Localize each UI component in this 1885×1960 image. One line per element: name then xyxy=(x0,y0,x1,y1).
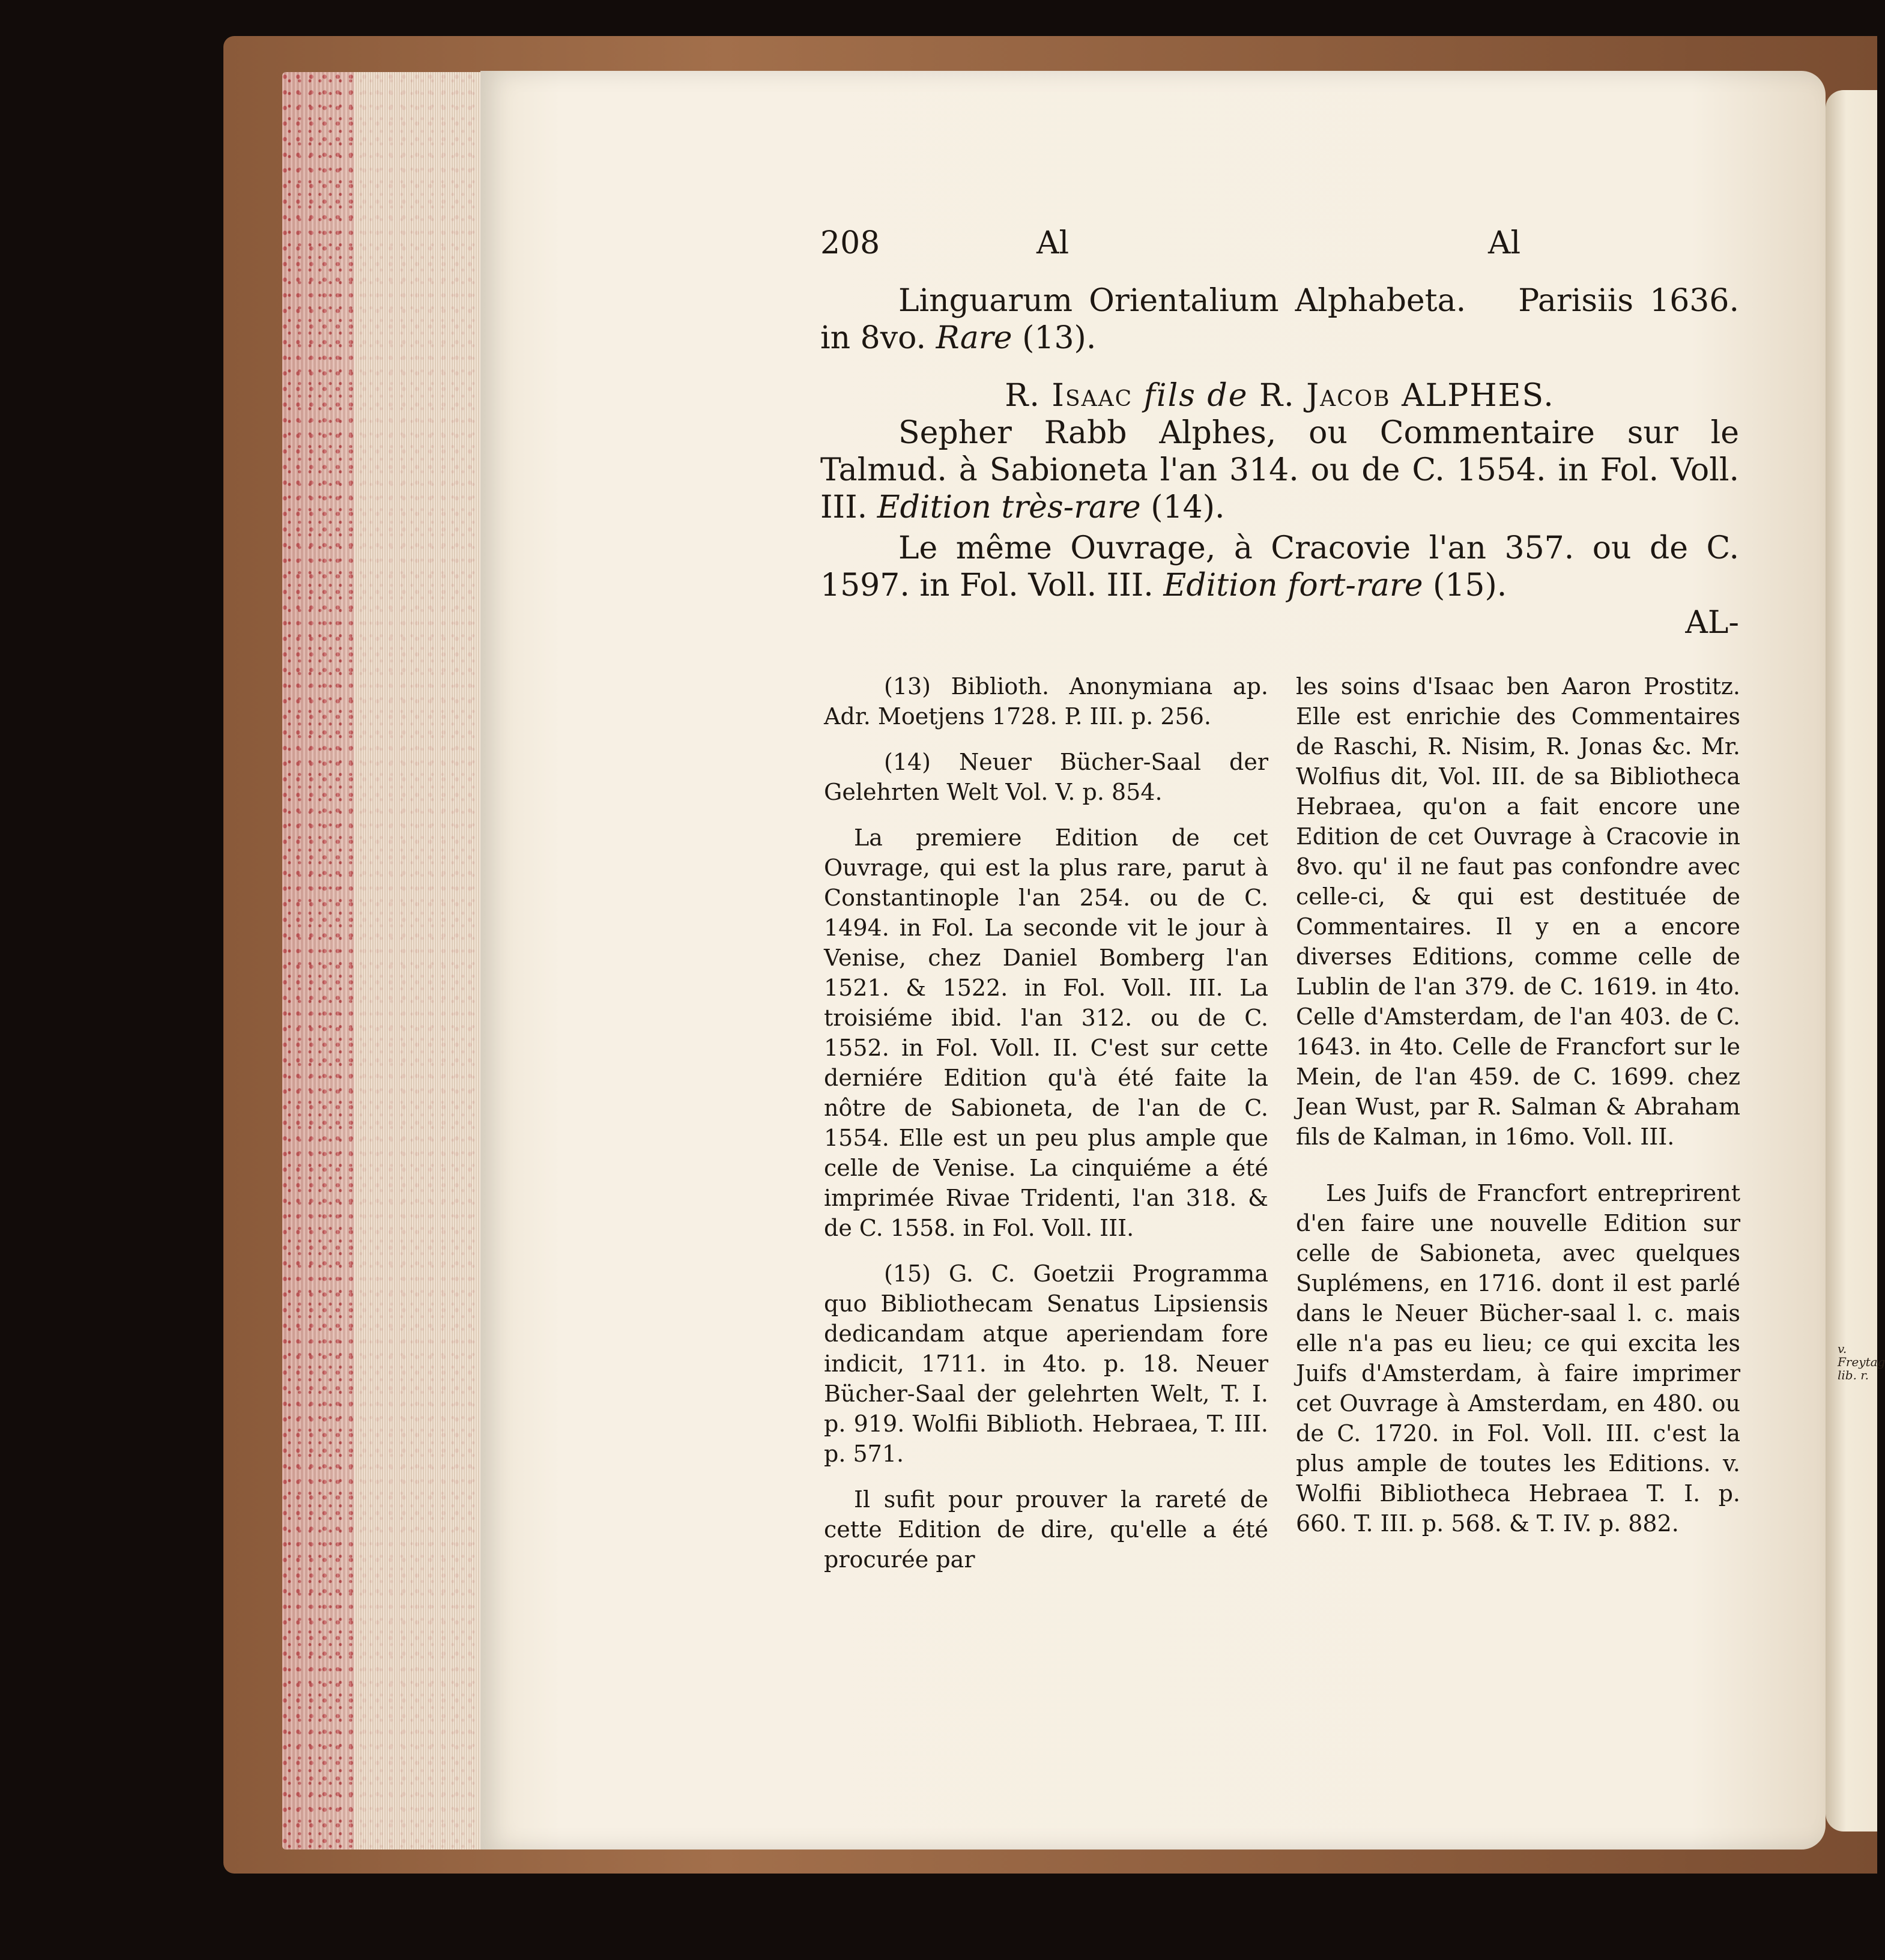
running-head-right: Al xyxy=(1488,225,1521,261)
footnote-13: (13) Biblioth. Anonymiana ap. Adr. Moetjens 1728. P. III. p. 256. xyxy=(824,673,1268,730)
running-head-left: Al xyxy=(1036,225,1070,261)
footnote-15-francfort: Les Juifs de Francfort entreprirent d'en faire une nouvelle Edition sur celle de Sabioneta, avec quelques Suplémens, en 1716. dont il est parlé dans le Neuer Bücher-saal l. c. mais elle n'a pas eu lieu; ce qui excita les Juifs d'Amsterdam, à faire imprimer cet Ouvrage à Amsterdam, en 480. ou de C. 1720. in Fol. Voll. III. c'est la plus ample de toutes les Editions. v. Wolfii Bibliotheca Hebraea T. I. p. 660. T. III. p. 568. & T. IV. p. 882. xyxy=(1296,1180,1740,1537)
footnotes-left-column xyxy=(824,671,1268,1590)
page-number: 208 xyxy=(820,225,880,261)
footnote-15-body: Il sufit pour prouver la rareté de cette Edition de dire, qu'elle a été procurée par xyxy=(824,1486,1268,1573)
footnotes-right-column xyxy=(1296,671,1740,1554)
entry-alphabeta: Linguarum Orientalium Alphabeta. Parisiis 1636. in 8vo. Rare (13). xyxy=(820,283,1740,356)
entry-cracovie: Le même Ouvrage, à Cracovie l'an 357. ou de C. 1597. in Fol. Voll. III. Edition fort-rare (15). xyxy=(820,530,1739,603)
running-header xyxy=(820,225,1739,261)
footnote-15: (15) G. C. Goetzii Programma quo Bibliothecam Senatus Lipsiensis dedicandam atque aperiendam fore indicit, 1711. in 4to. p. 18. Neuer Bücher-Saal der gelehrten Welt, T. I. p. 919. Wolfii Biblioth. Hebraea, T. III. p. 571. xyxy=(824,1260,1268,1467)
facing-page-edge xyxy=(1826,90,1885,1831)
page-stack xyxy=(354,72,486,1850)
footnote-14-body: La premiere Edition de cet Ouvrage, qui est la plus rare, parut à Constantinople l'an 254. ou de C. 1494. in Fol. La seconde vit le jour à Venise, chez Daniel Bomberg l'an 1521. & 1522. in Fol. Voll. III. La troisiéme ibid. l'an 312. ou de C. 1552. in Fol. Voll. II. C'est sur cette derniére Edition qu'à été faite la nôtre de Sabioneta, de l'an de C. 1554. Elle est un peu plus ample que celle de Venise. La cinquiéme a été imprimée Rivae Tridenti, l'an 318. & de C. 1558. in Fol. Voll. III. xyxy=(824,824,1268,1241)
main-entries xyxy=(820,282,1739,641)
catchword: AL- xyxy=(1685,605,1739,641)
author-heading: R. Isaac fils de R. Jacob ALPHES. xyxy=(1005,378,1555,414)
margin-note: v. Freytag lib. r. xyxy=(1838,1341,1885,1382)
entry-sepher-rabb-alphes: Sepher Rabb Alphes, ou Commentaire sur le Talmud. à Sabioneta l'an 314. ou de C. 1554. in Fol. Voll. III. Edition très-rare (14). xyxy=(820,415,1739,525)
footnote-15-continued: les soins d'Isaac ben Aaron Prostitz. Elle est enrichie des Commentaires de Raschi, R. Nisim, R. Jonas &c. Mr. Wolfius dit, Vol. III. de sa Bibliotheca Hebraea, qu'on a fait encore une Edition de cet Ouvrage à Cracovie in 8vo. qu' il ne faut pas confondre avec celle-ci, & qui est destituée de Commentaires. Il y en a encore diverses Editions, comme celle de Lublin de l'an 379. de C. 1619. in 4to. Celle d'Amsterdam, de l'an 403. de C. 1643. in 4to. Celle de Francfort sur le Mein, de l'an 459. de C. 1699. chez Jean Wust, par R. Salman & Abraham fils de Kalman, in 16mo. Voll. III. xyxy=(1296,673,1740,1150)
footnote-14: (14) Neuer Bücher-Saal der Gelehrten Welt Vol. V. p. 854. xyxy=(824,749,1268,805)
